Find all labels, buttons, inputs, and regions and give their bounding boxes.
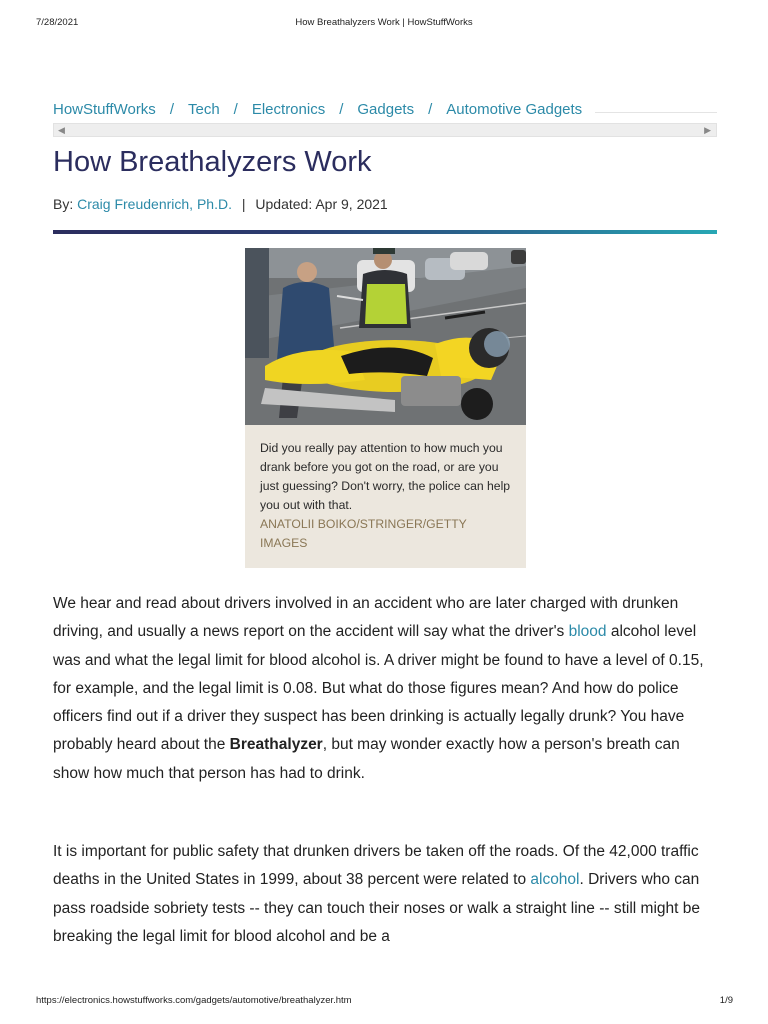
breadcrumb-link-howstuffworks[interactable]: HowStuffWorks: [53, 101, 156, 118]
article-paragraph: [53, 590, 717, 788]
print-url: https://electronics.howstuffworks.com/gadgets/automotive/breathalyzer.htm: [36, 995, 352, 1006]
article-title: How Breathalyzers Work: [53, 146, 372, 178]
paragraph-text: , but may wonder exactly how a person's breath can show how much that person has had to drink.: [53, 736, 680, 782]
byline-separator: |: [241, 196, 246, 212]
print-page-number: 1/9: [719, 995, 733, 1006]
title-divider: [53, 230, 717, 234]
byline: [53, 196, 388, 212]
breathalyzer-test-photo: [245, 248, 526, 425]
figure-credit: ANATOLII BOIKO/STRINGER/GETTY IMAGES: [260, 517, 467, 550]
article-figure: [245, 248, 526, 568]
print-date: 7/28/2021: [36, 17, 79, 28]
paragraph-text: It is important for public safety that drunken drivers be taken off the roads. Of the 42,000 traffic deaths in the United States in 1999, about 38 percent were related to: [53, 843, 699, 889]
scroll-left-icon[interactable]: ◀: [58, 125, 65, 135]
breadcrumb-link-electronics[interactable]: Electronics: [251, 101, 326, 118]
print-page-title: How Breathalyzers Work | HowStuffWorks: [295, 17, 473, 28]
breadcrumb-separator: /: [169, 101, 174, 118]
paragraph-text: We hear and read about drivers involved in an accident who are later charged with drunken driving, and usually a news report on the accident will say what the driver's: [53, 595, 679, 641]
scroll-right-icon[interactable]: ▶: [704, 125, 711, 135]
blood-link[interactable]: blood: [568, 623, 607, 641]
breadcrumb-link-automotive-gadgets[interactable]: Automotive Gadgets: [446, 101, 583, 118]
article-paragraph: [53, 838, 717, 951]
horizontal-scrollbar[interactable]: [53, 123, 717, 137]
author-link[interactable]: Craig Freudenrich, Ph.D.: [77, 196, 232, 212]
breadcrumb-link-gadgets[interactable]: Gadgets: [357, 101, 415, 118]
breadcrumb-separator: /: [428, 101, 433, 118]
breadcrumb: [53, 101, 582, 118]
breadcrumb-rule: [595, 112, 717, 113]
print-header: [0, 17, 768, 31]
print-footer: [0, 995, 768, 1009]
updated-date: Updated: Apr 9, 2021: [255, 196, 388, 212]
figure-caption: Did you really pay attention to how much you drank before you got on the road, or are you just guessing? Don't worry, the police can help you out with that.: [260, 441, 511, 512]
alcohol-link[interactable]: alcohol: [530, 871, 580, 889]
paragraph-text: alcohol level was and what the legal limit for blood alcohol is. A driver might be found to have a level of 0.15, for example, and the legal limit is 0.08. But what do those figures mean? And how do police officers find out if a driver they suspect has been drinking is actually legally drunk? You have probably heard about the: [53, 623, 704, 754]
breadcrumb-separator: /: [339, 101, 344, 118]
breadcrumb-separator: /: [233, 101, 238, 118]
byline-prefix: By:: [53, 196, 74, 212]
breathalyzer-term: Breathalyzer: [229, 736, 323, 754]
paragraph-text: . Drivers who can pass roadside sobriety tests -- they can touch their noses or walk a straight line -- still might be breaking the legal limit for blood alcohol and be a: [53, 871, 700, 945]
breadcrumb-link-tech[interactable]: Tech: [187, 101, 220, 118]
